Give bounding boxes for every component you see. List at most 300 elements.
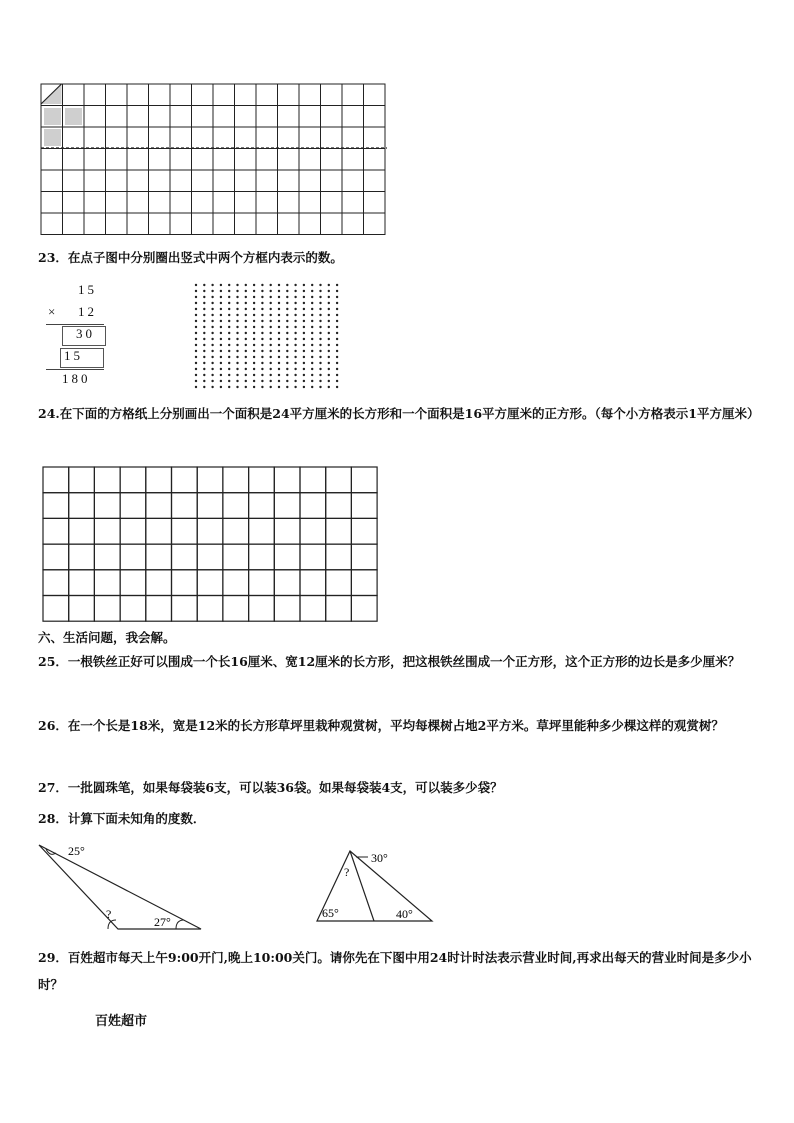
grid-cell (146, 544, 172, 570)
grid-dot (311, 284, 313, 286)
grid-cell (299, 127, 321, 149)
grid-cell (63, 170, 85, 192)
grid-cell (256, 127, 278, 149)
grid-cell (172, 544, 198, 570)
grid-cell (278, 170, 300, 192)
grid-cell (326, 596, 352, 622)
grid-cell (127, 84, 149, 106)
grid-dot (311, 386, 313, 388)
grid-dot (195, 350, 197, 352)
grid-dot (311, 302, 313, 304)
grid-cell (146, 493, 172, 519)
grid-cell (63, 213, 85, 235)
grid-cell (192, 170, 214, 192)
grid-dot (303, 332, 305, 334)
grid-dot (319, 320, 321, 322)
grid-cell (274, 493, 300, 519)
grid-dot (203, 296, 205, 298)
grid-dot (195, 302, 197, 304)
grid-dot (228, 386, 230, 388)
grid-dot (328, 386, 330, 388)
grid-dot (336, 350, 338, 352)
grid-dot (270, 320, 272, 322)
grid-dot (203, 374, 205, 376)
grid-cell (249, 570, 275, 596)
calc-line-1 (46, 324, 104, 325)
grid-dot (319, 332, 321, 334)
grid-dot (286, 356, 288, 358)
grid-cell (364, 127, 386, 149)
grid-dot (261, 386, 263, 388)
grid-cell (351, 518, 377, 544)
grid-dot (319, 344, 321, 346)
grid-cell (278, 213, 300, 235)
grid-dot (319, 362, 321, 364)
grid-cell (69, 596, 95, 622)
grid-cell (213, 170, 235, 192)
grid-dot (294, 362, 296, 364)
grid-cell (326, 467, 352, 493)
grid-dot (211, 314, 213, 316)
grid-dot (278, 356, 280, 358)
grid-dot (211, 374, 213, 376)
grid-dot (336, 386, 338, 388)
grid-dot (336, 296, 338, 298)
grid-cell (94, 493, 120, 519)
grid-cell (213, 149, 235, 171)
grid-dot (228, 302, 230, 304)
grid-cell (106, 192, 128, 214)
grid-dot (195, 344, 197, 346)
grid-cell (43, 544, 69, 570)
grid-dot (211, 332, 213, 334)
grid-cell (127, 106, 149, 128)
grid-cell (63, 84, 85, 106)
grid-dot (311, 308, 313, 310)
grid-dot (328, 362, 330, 364)
grid-dot (319, 314, 321, 316)
grid-cell (146, 518, 172, 544)
grid-dot (328, 302, 330, 304)
grid-dot (294, 302, 296, 304)
grid-cell (235, 127, 257, 149)
grid-dot (236, 314, 238, 316)
grid-dot (195, 332, 197, 334)
grid-dot (328, 338, 330, 340)
grid-dot (270, 308, 272, 310)
grid-cell (321, 192, 343, 214)
grid-dot (319, 308, 321, 310)
grid-cell (149, 127, 171, 149)
grid-dot (303, 338, 305, 340)
grid-cell (41, 170, 63, 192)
grid-cell (342, 127, 364, 149)
grid-dot (236, 380, 238, 382)
grid-dot (253, 290, 255, 292)
grid-dot (336, 326, 338, 328)
grid-dot (195, 356, 197, 358)
grid-dot (253, 386, 255, 388)
grid-dot (220, 314, 222, 316)
grid-dot (278, 344, 280, 346)
grid-cell (192, 192, 214, 214)
grid-cell (274, 596, 300, 622)
q24-grid (42, 466, 382, 628)
grid-dot (195, 308, 197, 310)
grid-cell (120, 493, 146, 519)
grid-dot (328, 284, 330, 286)
grid-dot (253, 338, 255, 340)
grid-dot (211, 284, 213, 286)
grid-dot (319, 356, 321, 358)
grid-dot (203, 314, 205, 316)
grid-dot (220, 332, 222, 334)
partial-product-2: 15 (64, 348, 83, 363)
grid-cell (43, 518, 69, 544)
triangle-2 (312, 843, 442, 932)
grid-cell (84, 127, 106, 149)
t2-angle-top: 30° (371, 851, 388, 865)
grid-cell (299, 170, 321, 192)
grid-dot (236, 320, 238, 322)
grid-dot (319, 350, 321, 352)
grid-dot (253, 380, 255, 382)
grid-dot (245, 356, 247, 358)
grid-cell (197, 570, 223, 596)
grid-dot (203, 290, 205, 292)
grid-cell (197, 544, 223, 570)
grid-cell (300, 544, 326, 570)
grid-cell (351, 493, 377, 519)
grid-cell (342, 84, 364, 106)
grid-dot (253, 368, 255, 370)
grid-dot (270, 362, 272, 364)
grid-dot (203, 362, 205, 364)
grid-cell (213, 192, 235, 214)
grid-cell (172, 467, 198, 493)
grid-dot (278, 362, 280, 364)
grid-cell (351, 467, 377, 493)
grid-dot (270, 386, 272, 388)
grid-dot (270, 332, 272, 334)
grid-dot (294, 308, 296, 310)
grid-dot (278, 302, 280, 304)
grid-cell (321, 149, 343, 171)
grid-dot (311, 374, 313, 376)
grid-dot (270, 296, 272, 298)
grid-cell (69, 544, 95, 570)
grid-cell (170, 149, 192, 171)
grid-dot (236, 386, 238, 388)
grid-cell (84, 149, 106, 171)
grid-dot (303, 302, 305, 304)
grid-dot (211, 302, 213, 304)
grid-dot (253, 284, 255, 286)
grid-dot (203, 380, 205, 382)
grid-dot (294, 386, 296, 388)
grid-dot (328, 356, 330, 358)
grid-dot (245, 290, 247, 292)
grid-cell (342, 192, 364, 214)
grid-dot (245, 362, 247, 364)
grid-cell (120, 570, 146, 596)
grid-cell (300, 518, 326, 544)
grid-cell (146, 570, 172, 596)
grid-cell (351, 544, 377, 570)
grid-cell (274, 544, 300, 570)
grid-cell (43, 493, 69, 519)
grid-dot (220, 380, 222, 382)
grid-dot (270, 290, 272, 292)
grid-dot (303, 356, 305, 358)
grid-dot (228, 332, 230, 334)
grid-dot (294, 368, 296, 370)
grid-dot (319, 296, 321, 298)
grid-dot (220, 386, 222, 388)
grid-dot (195, 374, 197, 376)
grid-dot (253, 374, 255, 376)
grid-cell (84, 213, 106, 235)
grid-cell (278, 106, 300, 128)
grid-dot (253, 320, 255, 322)
grid-dot (211, 344, 213, 346)
grid-dot (294, 332, 296, 334)
grid-dot (228, 326, 230, 328)
q26-text: 26．在一个长是18米，宽是12米的长方形草坪里栽种观赏树，平均每棵树占地2平方米。草坪里能种多少棵这样的观赏树？ (38, 718, 724, 733)
t1-angle-bottom-right: 27° (154, 915, 171, 929)
grid-dot (286, 326, 288, 328)
grid-cell (278, 192, 300, 214)
grid-dot (303, 350, 305, 352)
grid-cell (94, 518, 120, 544)
grid-dot (294, 338, 296, 340)
grid-cell (364, 149, 386, 171)
shaded-cell-1 (44, 108, 61, 125)
grid-cell (41, 213, 63, 235)
grid-cell (278, 84, 300, 106)
grid-cell (256, 84, 278, 106)
grid-cell (63, 127, 85, 149)
grid-dot (336, 290, 338, 292)
grid-dot (311, 356, 313, 358)
grid-dot (286, 314, 288, 316)
grid-dot (211, 362, 213, 364)
grid-dot (336, 380, 338, 382)
grid-dot (245, 326, 247, 328)
grid-dot (286, 296, 288, 298)
grid-dot (303, 374, 305, 376)
grid-dot (220, 308, 222, 310)
grid-cell (235, 170, 257, 192)
grid-dot (236, 296, 238, 298)
grid-dot (211, 356, 213, 358)
grid-cell (299, 106, 321, 128)
grid-dot (220, 302, 222, 304)
grid-cell (249, 467, 275, 493)
grid-dot (294, 350, 296, 352)
grid-cell (342, 106, 364, 128)
grid-dot (278, 338, 280, 340)
grid-dot (245, 368, 247, 370)
grid-cell (170, 127, 192, 149)
grid-cell (94, 570, 120, 596)
grid-dot (303, 368, 305, 370)
grid-dot (203, 284, 205, 286)
grid-cell (300, 467, 326, 493)
grid-dot (220, 320, 222, 322)
grid-dot (245, 296, 247, 298)
grid-dot (336, 332, 338, 334)
grid-dot (211, 368, 213, 370)
grid-dot (328, 308, 330, 310)
grid-dot (228, 356, 230, 358)
grid-dot (270, 284, 272, 286)
grid-dot (294, 314, 296, 316)
grid-dot (311, 296, 313, 298)
grid-cell (364, 170, 386, 192)
grid-cell (172, 596, 198, 622)
grid-dot (286, 374, 288, 376)
grid-dot (203, 356, 205, 358)
grid-cell (84, 170, 106, 192)
grid-dot (203, 350, 205, 352)
t1-unknown-angle: ? (106, 907, 112, 921)
grid-dot (211, 296, 213, 298)
grid-dot (278, 320, 280, 322)
grid-dot (253, 296, 255, 298)
grid-dot (328, 344, 330, 346)
grid-dot (228, 284, 230, 286)
grid-cell (300, 493, 326, 519)
grid-dot (261, 368, 263, 370)
grid-dot (294, 374, 296, 376)
grid-dot (253, 302, 255, 304)
grid-cell (364, 213, 386, 235)
grid-dot (195, 296, 197, 298)
grid-dot (311, 290, 313, 292)
grid-cell (364, 106, 386, 128)
grid-dot (195, 284, 197, 286)
grid-dot (303, 296, 305, 298)
grid-dot (261, 308, 263, 310)
grid-dot (261, 320, 263, 322)
grid-cell (84, 106, 106, 128)
grid-dot (253, 326, 255, 328)
grid-cell (223, 570, 249, 596)
grid-cell (146, 467, 172, 493)
grid-cell (172, 493, 198, 519)
grid-cell (213, 213, 235, 235)
grid-cell (274, 518, 300, 544)
grid-dot (286, 350, 288, 352)
grid-dot (253, 362, 255, 364)
grid-cell (197, 596, 223, 622)
grid-dot (236, 356, 238, 358)
grid-cell (120, 596, 146, 622)
grid-cell (223, 493, 249, 519)
grid-dot (253, 314, 255, 316)
grid-cell (106, 127, 128, 149)
grid-dot (303, 308, 305, 310)
grid-dot (236, 368, 238, 370)
grid-cell (223, 518, 249, 544)
grid-cell (170, 192, 192, 214)
grid-dot (211, 380, 213, 382)
grid-cell (170, 84, 192, 106)
grid-cell (94, 544, 120, 570)
grid-cell (299, 213, 321, 235)
grid-dot (195, 314, 197, 316)
grid-cell (127, 149, 149, 171)
top-grid-svg (40, 83, 390, 235)
grid-cell (127, 127, 149, 149)
multiply-sign: × (48, 304, 59, 319)
grid-cell (326, 518, 352, 544)
grid-dot (220, 350, 222, 352)
grid-dot (195, 386, 197, 388)
grid-cell (274, 467, 300, 493)
grid-cell (351, 570, 377, 596)
grid-dot (328, 380, 330, 382)
grid-dot (236, 284, 238, 286)
grid-dot (228, 314, 230, 316)
grid-cell (213, 127, 235, 149)
grid-dot (245, 338, 247, 340)
grid-dot (278, 368, 280, 370)
grid-cell (106, 213, 128, 235)
grid-cell (256, 192, 278, 214)
grid-cell (256, 213, 278, 235)
dot-grid (193, 282, 343, 396)
grid-dot (319, 284, 321, 286)
grid-cell (235, 106, 257, 128)
grid-dot (336, 302, 338, 304)
grid-cell (326, 570, 352, 596)
grid-dot (311, 350, 313, 352)
grid-cell (84, 192, 106, 214)
grid-cell (321, 213, 343, 235)
grid-cell (192, 213, 214, 235)
grid-dot (286, 362, 288, 364)
grid-dot (303, 320, 305, 322)
grid-dot (286, 332, 288, 334)
grid-dot (278, 290, 280, 292)
grid-dot (319, 368, 321, 370)
q27-text: 27．一批圆珠笔，如果每袋装6支，可以装36袋。如果每袋装4支，可以装多少袋？ (38, 780, 503, 795)
grid-dot (195, 326, 197, 328)
grid-dot (253, 356, 255, 358)
grid-cell (106, 106, 128, 128)
grid-dot (336, 320, 338, 322)
grid-cell (256, 170, 278, 192)
grid-cell (172, 570, 198, 596)
grid-dot (303, 380, 305, 382)
grid-dot (303, 284, 305, 286)
grid-cell (84, 84, 106, 106)
grid-cell (213, 84, 235, 106)
grid-dot (294, 344, 296, 346)
grid-dot (278, 350, 280, 352)
grid-dot (253, 344, 255, 346)
grid-dot (236, 362, 238, 364)
grid-dot (336, 368, 338, 370)
grid-cell (149, 149, 171, 171)
grid-dot (203, 320, 205, 322)
grid-dot (245, 302, 247, 304)
grid-dot (311, 332, 313, 334)
grid-cell (41, 192, 63, 214)
grid-dot (261, 380, 263, 382)
